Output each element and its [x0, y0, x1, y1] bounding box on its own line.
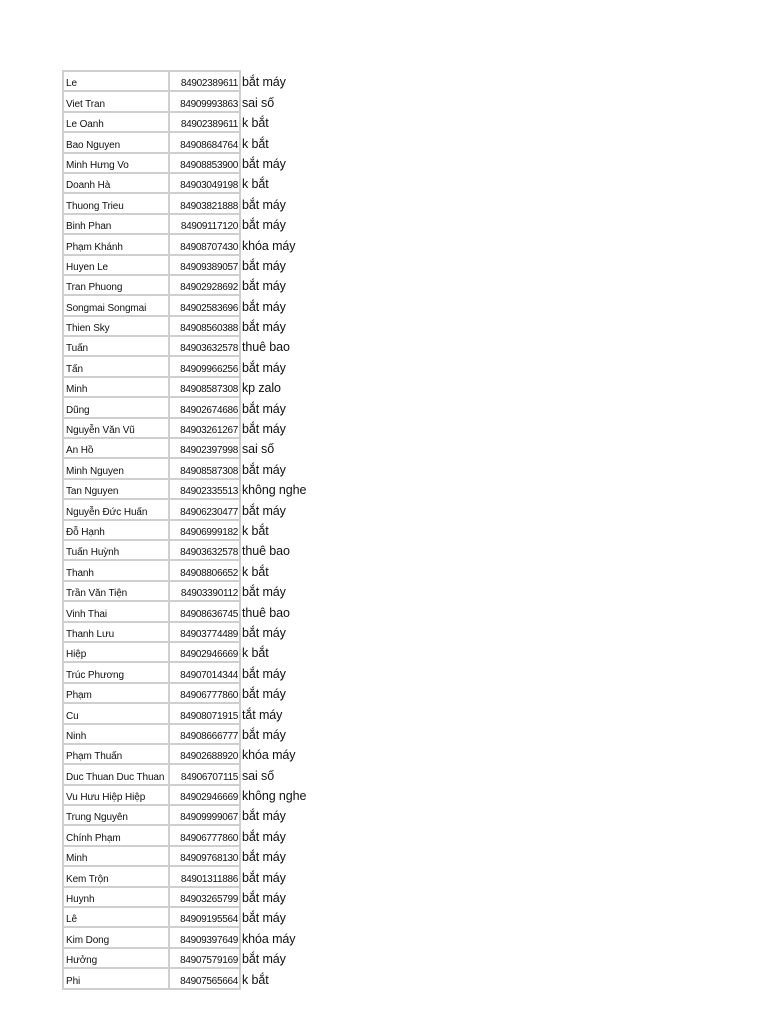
- table-row: [63, 662, 323, 682]
- name-cell[interactable]: Phi: [63, 968, 169, 988]
- table-row: [63, 397, 323, 417]
- phone-cell[interactable]: 84907014344: [169, 662, 240, 682]
- table-row: [63, 887, 323, 907]
- call-status-cell[interactable]: bắt máy: [242, 687, 286, 702]
- table-row: [63, 540, 323, 560]
- phone-cell[interactable]: 84903821888: [169, 193, 240, 213]
- phone-cell[interactable]: 84909397649: [169, 927, 240, 947]
- call-status-cell[interactable]: kp zalo: [242, 381, 281, 396]
- table-row: [63, 948, 323, 968]
- phone-cell[interactable]: 84909117120: [169, 214, 240, 234]
- phone-cell[interactable]: 84906707115: [169, 764, 240, 784]
- call-status-cell[interactable]: thuê bao: [242, 605, 290, 620]
- name-cell[interactable]: Thanh Lưu: [63, 622, 169, 642]
- call-status-cell[interactable]: k bắt: [242, 136, 269, 151]
- name-cell[interactable]: Tấn: [63, 356, 169, 376]
- phone-cell[interactable]: 84909993863: [169, 91, 240, 111]
- name-cell[interactable]: Le: [63, 71, 169, 91]
- phone-cell[interactable]: 84908560388: [169, 316, 240, 336]
- phone-cell[interactable]: 84908587308: [169, 458, 240, 478]
- call-status-cell[interactable]: bắt máy: [242, 503, 286, 518]
- name-cell[interactable]: Songmai Songmai: [63, 295, 169, 315]
- phone-cell[interactable]: 84902335513: [169, 479, 240, 499]
- table-row: [63, 295, 323, 315]
- name-cell[interactable]: Viet Tran: [63, 91, 169, 111]
- table-row: [63, 71, 323, 91]
- name-cell[interactable]: Ninh: [63, 724, 169, 744]
- table-row: [63, 520, 323, 540]
- table-row: [63, 336, 323, 356]
- phone-cell[interactable]: 84901311886: [169, 866, 240, 886]
- table-row: [63, 642, 323, 662]
- call-status-cell[interactable]: bắt máy: [242, 75, 286, 90]
- phone-cell[interactable]: 84903390112: [169, 581, 240, 601]
- name-cell[interactable]: Vu Hưu Hiệp Hiệp: [63, 785, 169, 805]
- table-row: [63, 846, 323, 866]
- name-cell[interactable]: Tuấn Huỳnh: [63, 540, 169, 560]
- name-cell[interactable]: Thanh: [63, 560, 169, 580]
- call-status-cell[interactable]: bắt máy: [242, 585, 286, 600]
- table-row: [63, 499, 323, 519]
- call-status-cell[interactable]: k bắt: [242, 564, 269, 579]
- call-status-cell[interactable]: bắt máy: [242, 952, 286, 967]
- name-cell[interactable]: Binh Phan: [63, 214, 169, 234]
- table-row: [63, 112, 323, 132]
- call-status-cell[interactable]: khóa máy: [242, 931, 296, 946]
- call-status-cell[interactable]: bắt máy: [242, 320, 286, 335]
- phone-cell[interactable]: 84908853900: [169, 153, 240, 173]
- table-row: [63, 825, 323, 845]
- phone-cell[interactable]: 84902946669: [169, 785, 240, 805]
- call-status-cell[interactable]: bắt máy: [242, 625, 286, 640]
- table-row: [63, 356, 323, 376]
- name-cell[interactable]: Doanh Hà: [63, 173, 169, 193]
- phone-cell[interactable]: 84908806652: [169, 560, 240, 580]
- phone-cell[interactable]: 84902928692: [169, 275, 240, 295]
- table-row: [63, 91, 323, 111]
- name-cell[interactable]: Cu: [63, 703, 169, 723]
- call-status-cell[interactable]: bắt máy: [242, 666, 286, 681]
- name-cell[interactable]: Minh Nguyen: [63, 458, 169, 478]
- table-row: [63, 724, 323, 744]
- name-cell[interactable]: Thuong Trieu: [63, 193, 169, 213]
- contact-table: [62, 70, 324, 990]
- table-row: [63, 601, 323, 621]
- name-cell[interactable]: Minh: [63, 846, 169, 866]
- call-status-cell[interactable]: sai số: [242, 442, 275, 457]
- call-status-cell[interactable]: sai số: [242, 95, 275, 110]
- phone-cell[interactable]: 84902674686: [169, 397, 240, 417]
- phone-cell[interactable]: 84902946669: [169, 642, 240, 662]
- name-cell[interactable]: Le Oanh: [63, 112, 169, 132]
- table-row: [63, 622, 323, 642]
- name-cell[interactable]: Tan Nguyen: [63, 479, 169, 499]
- phone-cell[interactable]: 84908636745: [169, 601, 240, 621]
- table-row: [63, 418, 323, 438]
- call-status-cell[interactable]: bắt máy: [242, 156, 286, 171]
- phone-cell[interactable]: 84906777860: [169, 825, 240, 845]
- call-status-cell[interactable]: bắt máy: [242, 422, 286, 437]
- table-row: [63, 377, 323, 397]
- phone-cell[interactable]: 84908707430: [169, 234, 240, 254]
- call-status-cell[interactable]: bắt máy: [242, 360, 286, 375]
- call-status-cell[interactable]: k bắt: [242, 177, 269, 192]
- table-row: [63, 316, 323, 336]
- table-row: [63, 255, 323, 275]
- call-status-cell[interactable]: không nghe: [242, 483, 307, 498]
- call-status-cell[interactable]: tắt máy: [242, 707, 283, 722]
- call-status-cell[interactable]: bắt máy: [242, 829, 286, 844]
- table-row: [63, 560, 323, 580]
- table-row: [63, 214, 323, 234]
- call-status-cell[interactable]: bắt máy: [242, 401, 286, 416]
- table-row: [63, 785, 323, 805]
- call-status-cell[interactable]: không nghe: [242, 789, 307, 804]
- name-cell[interactable]: Duc Thuan Duc Thuan: [63, 764, 169, 784]
- name-cell[interactable]: Đỗ Hạnh: [63, 520, 169, 540]
- phone-cell[interactable]: 84906230477: [169, 499, 240, 519]
- name-cell[interactable]: Huyen Le: [63, 255, 169, 275]
- name-cell[interactable]: Minh Hưng Vo: [63, 153, 169, 173]
- table-row: [63, 153, 323, 173]
- name-cell[interactable]: Lê: [63, 907, 169, 927]
- name-cell[interactable]: Phạm: [63, 683, 169, 703]
- table-row: [63, 866, 323, 886]
- call-status-cell[interactable]: bắt máy: [242, 870, 286, 885]
- call-status-cell[interactable]: bắt máy: [242, 911, 286, 926]
- phone-cell[interactable]: 84908071915: [169, 703, 240, 723]
- phone-cell[interactable]: 84908684764: [169, 132, 240, 152]
- name-cell[interactable]: Kem Trộn: [63, 866, 169, 886]
- name-cell[interactable]: Kim Dong: [63, 927, 169, 947]
- name-cell[interactable]: Minh: [63, 377, 169, 397]
- phone-cell[interactable]: 84903265799: [169, 887, 240, 907]
- phone-cell[interactable]: 84903049198: [169, 173, 240, 193]
- phone-cell[interactable]: 84906999182: [169, 520, 240, 540]
- phone-cell[interactable]: 84903632578: [169, 336, 240, 356]
- call-status-cell[interactable]: bắt máy: [242, 462, 286, 477]
- phone-cell[interactable]: 84902389611: [169, 112, 240, 132]
- phone-cell[interactable]: 84907579169: [169, 948, 240, 968]
- name-cell[interactable]: Trần Văn Tiện: [63, 581, 169, 601]
- name-cell[interactable]: Tran Phuong: [63, 275, 169, 295]
- name-cell[interactable]: An Hồ: [63, 438, 169, 458]
- call-status-cell[interactable]: bắt máy: [242, 197, 286, 212]
- phone-cell[interactable]: 84903774489: [169, 622, 240, 642]
- name-cell[interactable]: Tuấn: [63, 336, 169, 356]
- name-cell[interactable]: Trung Nguyên: [63, 805, 169, 825]
- call-status-cell[interactable]: bắt máy: [242, 299, 286, 314]
- name-cell[interactable]: Thien Sky: [63, 316, 169, 336]
- table-row: [63, 683, 323, 703]
- phone-cell[interactable]: 84909389057: [169, 255, 240, 275]
- name-cell[interactable]: Chính Phạm: [63, 825, 169, 845]
- call-status-cell[interactable]: k bắt: [242, 972, 269, 987]
- table-row: [63, 581, 323, 601]
- table-row: [63, 805, 323, 825]
- call-status-cell[interactable]: thuê bao: [242, 544, 290, 559]
- name-cell[interactable]: Bao Nguyen: [63, 132, 169, 152]
- table-row: [63, 764, 323, 784]
- table-row: [63, 132, 323, 152]
- phone-cell[interactable]: 84908587308: [169, 377, 240, 397]
- call-status-cell[interactable]: bắt máy: [242, 727, 286, 742]
- call-status-cell[interactable]: k bắt: [242, 646, 269, 661]
- phone-cell[interactable]: 84906777860: [169, 683, 240, 703]
- table-row: [63, 173, 323, 193]
- name-cell[interactable]: Trúc Phương: [63, 662, 169, 682]
- name-cell[interactable]: Nguyễn Văn Vũ: [63, 418, 169, 438]
- table-row: [63, 458, 323, 478]
- call-status-cell[interactable]: bắt máy: [242, 809, 286, 824]
- table-row: [63, 703, 323, 723]
- phone-cell[interactable]: 84908666777: [169, 724, 240, 744]
- phone-cell[interactable]: 84907565664: [169, 968, 240, 988]
- phone-cell[interactable]: 84909966256: [169, 356, 240, 376]
- table-row: [63, 968, 323, 988]
- call-status-cell[interactable]: bắt máy: [242, 218, 286, 233]
- name-cell[interactable]: Vinh Thai: [63, 601, 169, 621]
- phone-cell[interactable]: 84902389611: [169, 71, 240, 91]
- table-row: [63, 438, 323, 458]
- call-status-cell[interactable]: k bắt: [242, 116, 269, 131]
- table-row: [63, 744, 323, 764]
- table-row: [63, 927, 323, 947]
- phone-cell[interactable]: 84902688920: [169, 744, 240, 764]
- name-cell[interactable]: Huynh: [63, 887, 169, 907]
- table-row: [63, 234, 323, 254]
- call-status-cell[interactable]: sai số: [242, 768, 275, 783]
- name-cell[interactable]: Phạm Khánh: [63, 234, 169, 254]
- phone-cell[interactable]: 84903261267: [169, 418, 240, 438]
- phone-cell[interactable]: 84909768130: [169, 846, 240, 866]
- call-status-cell[interactable]: bắt máy: [242, 891, 286, 906]
- call-status-cell[interactable]: bắt máy: [242, 279, 286, 294]
- phone-cell[interactable]: 84902583696: [169, 295, 240, 315]
- call-status-cell[interactable]: khóa máy: [242, 238, 296, 253]
- name-cell[interactable]: Phạm Thuấn: [63, 744, 169, 764]
- call-status-cell[interactable]: khóa máy: [242, 748, 296, 763]
- table-row: [63, 193, 323, 213]
- table-row: [63, 479, 323, 499]
- phone-cell[interactable]: 84909195564: [169, 907, 240, 927]
- phone-cell[interactable]: 84909999067: [169, 805, 240, 825]
- contact-table-body: [63, 71, 323, 989]
- phone-cell[interactable]: 84903632578: [169, 540, 240, 560]
- call-status-cell[interactable]: bắt máy: [242, 850, 286, 865]
- name-cell[interactable]: Nguyễn Đức Huấn: [63, 499, 169, 519]
- call-status-cell[interactable]: k bắt: [242, 523, 269, 538]
- name-cell[interactable]: Hưởng: [63, 948, 169, 968]
- name-cell[interactable]: Hiệp: [63, 642, 169, 662]
- call-status-cell[interactable]: bắt máy: [242, 258, 286, 273]
- phone-cell[interactable]: 84902397998: [169, 438, 240, 458]
- call-status-cell[interactable]: thuê bao: [242, 340, 290, 355]
- table-row: [63, 275, 323, 295]
- table-row: [63, 907, 323, 927]
- name-cell[interactable]: Dũng: [63, 397, 169, 417]
